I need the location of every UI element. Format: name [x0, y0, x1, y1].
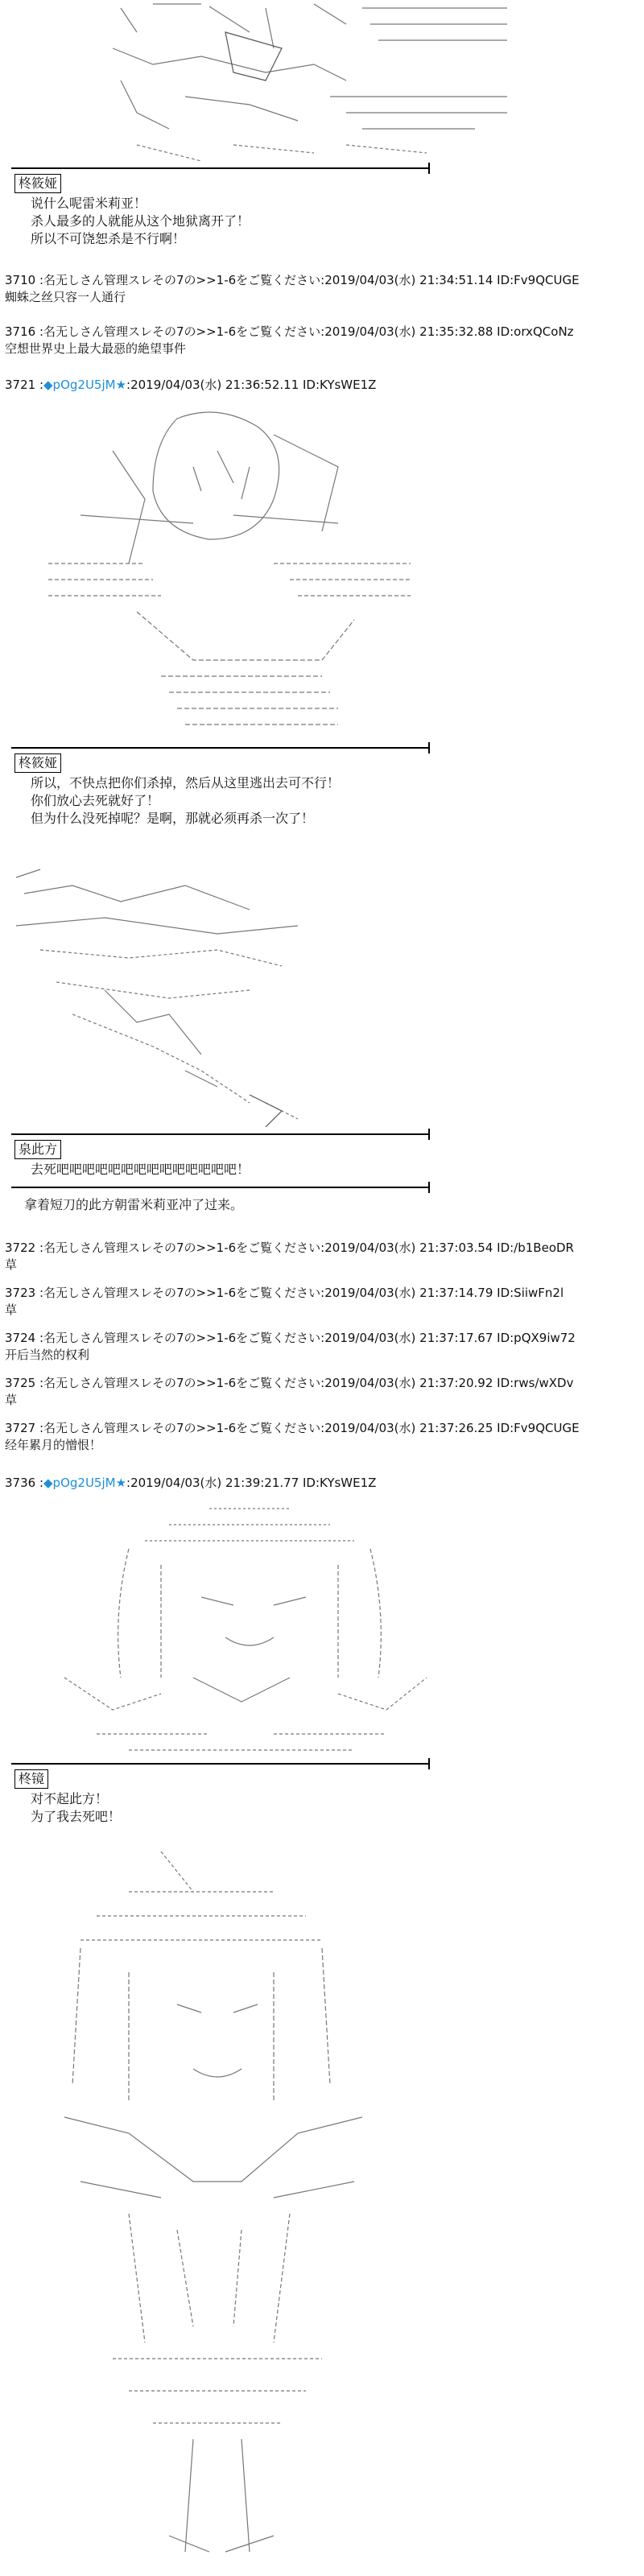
- diamond-icon: ◆: [43, 1476, 53, 1490]
- speech-block-1: [14, 174, 250, 248]
- post-3722: [5, 1240, 574, 1274]
- speech-line: 说什么呢雷米莉亚！: [31, 196, 147, 211]
- speech-line: 为了我去死吧！: [31, 1809, 122, 1824]
- post-3724: [5, 1330, 576, 1364]
- post-3710: [5, 272, 580, 306]
- star-icon: ★: [115, 1476, 127, 1490]
- divider: [11, 167, 430, 169]
- post-header: 3710 :名无しさん管理スレその7の>>1-6をご覧ください:2019/04/03(水) 21:34:51.14 ID:Fv9QCUGE: [5, 273, 580, 287]
- ascii-art-3: [8, 861, 330, 1127]
- post-body: 草: [5, 1302, 18, 1317]
- post-body: 蜘蛛之丝只容一人通行: [5, 290, 126, 304]
- divider: [11, 1187, 430, 1188]
- speech-block-3: [14, 1140, 250, 1179]
- ascii-art-2: [32, 402, 451, 741]
- post-number: 3736 :: [5, 1476, 43, 1490]
- ascii-art-5: [32, 1843, 402, 2568]
- speech-block-4: [14, 1769, 121, 1826]
- post-number: 3721 :: [5, 378, 43, 392]
- post-meta: :2019/04/03(水) 21:39:21.77 ID:KYsWE1Z: [126, 1476, 377, 1490]
- speech-line: 对不起此方！: [31, 1791, 109, 1806]
- post-body: 空想世界史上最大最惡的絶望事件: [5, 341, 187, 356]
- ascii-art-4: [48, 1501, 435, 1758]
- speech-line: 所以，不快点把你们杀掉，然后从这里逃出去可不行！: [31, 775, 341, 791]
- post-meta: :2019/04/03(水) 21:36:52.11 ID:KYsWE1Z: [126, 378, 377, 392]
- speaker-tag: 柊筱娅: [14, 174, 61, 193]
- tripcode-link[interactable]: pOg2U5jM: [52, 1476, 116, 1490]
- speech-line: 杀人最多的人就能从这个地狱离开了！: [31, 213, 250, 229]
- post-body: 草: [5, 1393, 18, 1407]
- post-header: 3724 :名无しさん管理スレその7の>>1-6をご覧ください:2019/04/03(水) 21:37:17.67 ID:pQX9iw72: [5, 1331, 576, 1345]
- speaker-tag: 泉此方: [14, 1140, 61, 1159]
- star-icon: ★: [115, 378, 127, 392]
- divider: [11, 1133, 430, 1135]
- post-body: 开后当然的权利: [5, 1348, 90, 1362]
- speech-line: 但为什么没死掉呢？是啊，那就必须再杀一次了！: [31, 811, 315, 826]
- divider: [11, 747, 430, 749]
- speech-line: 所以不可饶恕杀是不行啊！: [31, 231, 186, 246]
- post-header: 3725 :名无しさん管理スレその7の>>1-6をご覧ください:2019/04/03(水) 21:37:20.92 ID:rws/wXDv: [5, 1376, 574, 1390]
- divider: [11, 1763, 430, 1765]
- post-body: 草: [5, 1257, 18, 1272]
- narration: 拿着短刀的此方朝雷米莉亚冲了过来。: [24, 1197, 244, 1212]
- post-3723: [5, 1285, 564, 1319]
- speech-line: 你们放心去死就好了！: [31, 793, 160, 808]
- post-3721-header: [5, 377, 376, 394]
- post-3736-header: [5, 1475, 376, 1492]
- post-3725: [5, 1375, 573, 1409]
- post-header: 3727 :名无しさん管理スレその7の>>1-6をご覧ください:2019/04/03(水) 21:37:26.25 ID:Fv9QCUGE: [5, 1421, 580, 1435]
- post-3716: [5, 324, 574, 357]
- post-header: 3723 :名无しさん管理スレその7の>>1-6をご覧ください:2019/04/03(水) 21:37:14.79 ID:SiiwFn2l: [5, 1286, 564, 1300]
- diamond-icon: ◆: [43, 378, 53, 392]
- tripcode-link[interactable]: pOg2U5jM: [52, 378, 116, 392]
- post-header: 3722 :名无しさん管理スレその7の>>1-6をご覧ください:2019/04/03(水) 21:37:03.54 ID:/b1BeoDR: [5, 1241, 574, 1255]
- post-3727: [5, 1420, 580, 1454]
- ascii-art-1: [105, 0, 523, 161]
- post-header: 3716 :名无しさん管理スレその7の>>1-6をご覧ください:2019/04/03(水) 21:35:32.88 ID:orxQCoNz: [5, 324, 574, 339]
- speaker-tag: 柊筱娅: [14, 753, 61, 773]
- speaker-tag: 柊镜: [14, 1769, 48, 1789]
- speech-block-2: [14, 753, 340, 828]
- speech-line: 去死吧吧吧吧吧吧吧吧吧吧吧吧吧吧！: [31, 1162, 250, 1177]
- post-body: 经年累月的憎恨！: [5, 1438, 102, 1452]
